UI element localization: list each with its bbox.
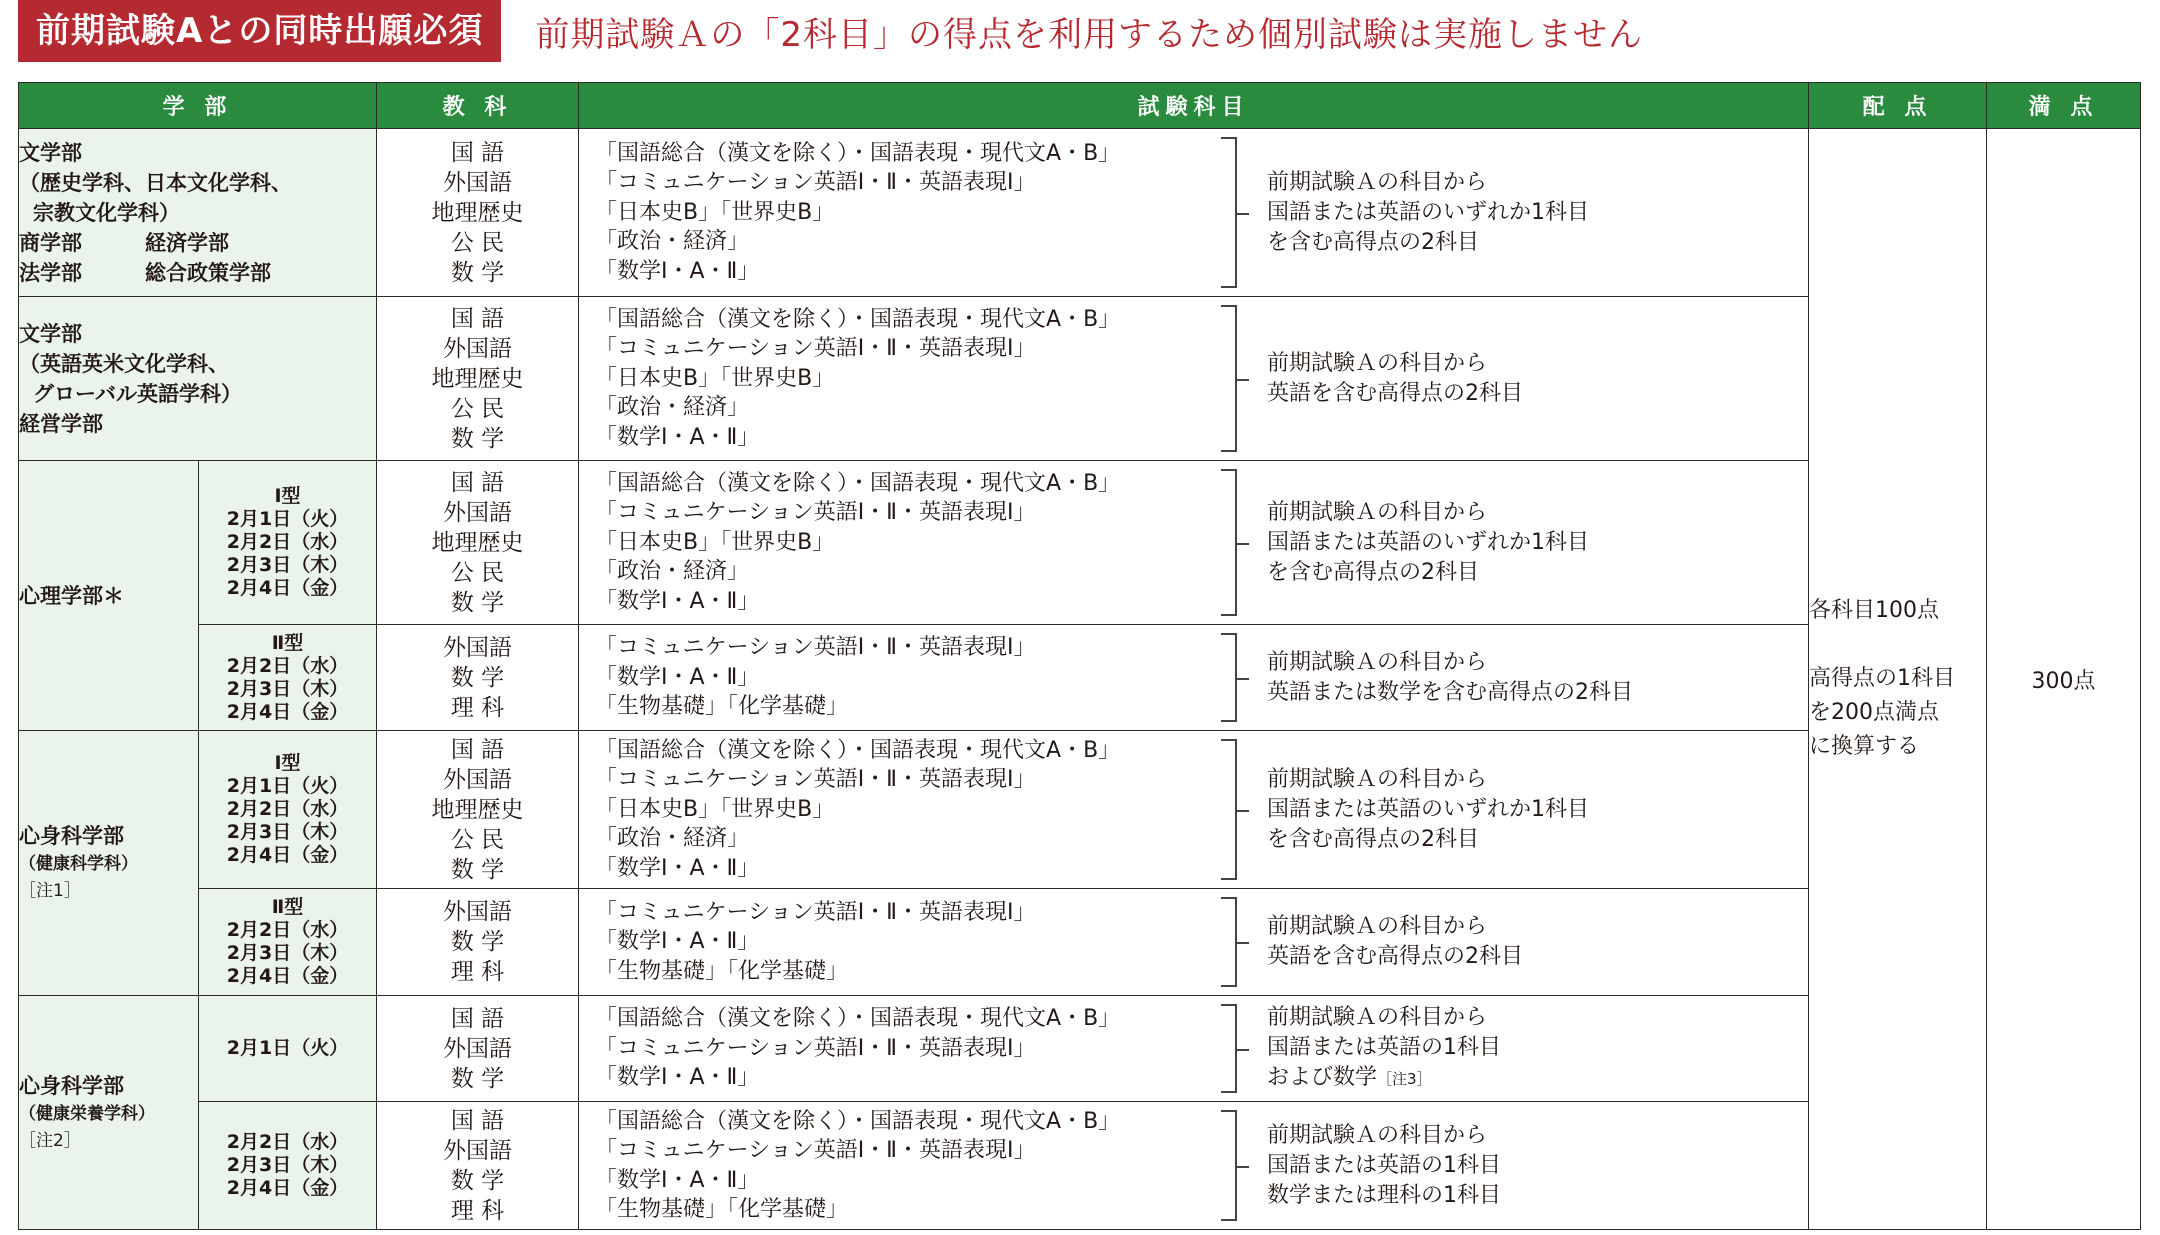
department-cell: 心理学部＊ xyxy=(19,461,199,731)
department-line: 宗教文化学科） xyxy=(33,200,180,225)
exam-subject-line: 「数学Ⅰ・A・Ⅱ」 xyxy=(595,588,760,614)
bracket-icon xyxy=(1221,897,1237,987)
selection-note xyxy=(1267,648,1633,708)
exam-subject-line: 「国語総合（漢文を除く）・国語表現・現代文A・B」 xyxy=(595,1108,1121,1134)
exam-type-cell xyxy=(199,889,377,996)
exam-date: 2月2日（水） xyxy=(226,654,349,677)
exam-subjects-cell xyxy=(579,625,1809,731)
col-header-exam-subjects: 試験科目 xyxy=(579,83,1809,129)
col-header-points: 配 点 xyxy=(1809,83,1987,129)
note-line: 前期試験Ａの科目から xyxy=(1267,914,1488,939)
note-line: 前期試験Ａの科目から xyxy=(1267,169,1488,195)
exam-type-cell xyxy=(199,625,377,731)
exam-date: 2月3日（木） xyxy=(226,677,349,700)
exam-subject-line: 「コミュニケーション英語Ⅰ・Ⅱ・英語表現Ⅰ」 xyxy=(595,336,1036,362)
exam-date: 2月2日（水） xyxy=(226,531,349,553)
department-line: （健康科学科） xyxy=(19,854,138,874)
exam-date: 2月3日（木） xyxy=(226,942,349,964)
exam-date: 2月4日（金） xyxy=(226,844,349,866)
exam-type-cell xyxy=(199,461,377,625)
note-line: 前期試験Ａの科目から xyxy=(1267,1005,1488,1030)
bracket-icon xyxy=(1221,739,1237,880)
subject-line: 数 学 xyxy=(450,589,505,616)
selection-note xyxy=(1267,765,1589,855)
exam-date: 2月4日（金） xyxy=(226,1177,349,1199)
department-line: 心身科学部 xyxy=(19,1073,124,1098)
note-line: 国語または英語の1科目 xyxy=(1267,1152,1502,1178)
department-line: 心身科学部 xyxy=(19,824,124,848)
subject-line: 国 語 xyxy=(450,139,505,166)
note-line: 国語または英語のいずれか1科目 xyxy=(1267,529,1590,555)
department-line: 文学部 xyxy=(19,140,82,165)
exam-subject-line: 「国語総合（漢文を除く）・国語表現・現代文A・B」 xyxy=(595,470,1121,496)
subject-line: 数 学 xyxy=(450,856,505,883)
subject-cell xyxy=(377,1102,579,1230)
subject-cell xyxy=(377,625,579,731)
subject-cell xyxy=(377,297,579,461)
exam-date: 2月2日（水） xyxy=(226,919,349,941)
selection-note xyxy=(1267,498,1589,588)
page-title-badge: 前期試験Aとの同時出願必須 xyxy=(18,0,501,62)
exam-subject-line: 「コミュニケーション英語Ⅰ・Ⅱ・英語表現Ⅰ」 xyxy=(595,1138,1036,1163)
subject-line: 数 学 xyxy=(450,1167,505,1194)
subject-line: 公 民 xyxy=(450,559,505,586)
bracket-icon xyxy=(1221,137,1237,288)
subject-cell xyxy=(377,996,579,1102)
exam-date: 2月2日（水） xyxy=(226,798,349,820)
department-line: グローバル英語学科） xyxy=(33,381,242,406)
exam-subject-line: 「国語総合（漢文を除く）・国語表現・現代文A・B」 xyxy=(595,737,1121,763)
department-note: ［注2］ xyxy=(19,1130,81,1151)
exam-subject-line: 「コミュニケーション英語Ⅰ・Ⅱ・英語表現Ⅰ」 xyxy=(595,170,1036,196)
exam-type-label: Ⅰ型 xyxy=(274,752,301,774)
exam-subject-line: 「コミュニケーション英語Ⅰ・Ⅱ・英語表現Ⅰ」 xyxy=(595,1035,1036,1061)
exam-subject-line: 「生物基礎」「化学基礎」 xyxy=(595,1197,849,1222)
department-note: ［注1］ xyxy=(19,881,81,901)
exam-subjects-cell xyxy=(579,889,1809,996)
note-line: 前期試験Ａの科目から xyxy=(1267,766,1488,792)
department-line: 法学部 総合政策学部 xyxy=(19,260,271,285)
exam-subject-line: 「数学Ⅰ・A・Ⅱ」 xyxy=(595,424,760,450)
department-cell xyxy=(19,731,199,996)
exam-subject-line: 「コミュニケーション英語Ⅰ・Ⅱ・英語表現Ⅰ」 xyxy=(595,767,1036,793)
bracket-icon xyxy=(1221,1110,1237,1221)
exam-subject-line: 「政治・経済」 xyxy=(595,395,750,421)
subject-line: 外国語 xyxy=(443,335,513,362)
subject-line: 国 語 xyxy=(450,736,505,763)
department-cell xyxy=(19,297,377,461)
exam-subject-line: 「コミュニケーション英語Ⅰ・Ⅱ・英語表現Ⅰ」 xyxy=(595,500,1036,526)
note-line: 前期試験Ａの科目から xyxy=(1267,649,1488,675)
note-line: 国語または英語のいずれか1科目 xyxy=(1267,796,1590,822)
points-line: 各科目100点 xyxy=(1809,598,1940,623)
note-line: 数学または理科の1科目 xyxy=(1267,1182,1502,1208)
subject-line: 地理歴史 xyxy=(431,365,524,392)
subject-line: 外国語 xyxy=(443,1137,513,1164)
subject-line: 国 語 xyxy=(450,469,505,496)
col-header-full-score: 満 点 xyxy=(1987,83,2141,129)
department-line: （英語英米文化学科、 xyxy=(19,351,229,376)
subject-line: 理 科 xyxy=(450,959,505,985)
note-line: を含む高得点の2科目 xyxy=(1267,826,1480,852)
exam-date: 2月4日（金） xyxy=(226,700,349,723)
exam-subject-line: 「生物基礎」「化学基礎」 xyxy=(595,958,849,984)
selection-note xyxy=(1267,1003,1501,1094)
subject-line: 数 学 xyxy=(450,1065,505,1092)
exam-subject-line: 「数学Ⅰ・A・Ⅱ」 xyxy=(595,664,760,690)
header xyxy=(18,0,1643,62)
page-subtitle: 前期試験Ａの「2科目」の得点を利用するため個別試験は実施しません xyxy=(535,14,1643,55)
exam-subject-line: 「日本史B」「世界史B」 xyxy=(595,199,835,225)
note-line: 国語または英語のいずれか1科目 xyxy=(1267,199,1590,225)
exam-subjects-cell xyxy=(579,731,1809,889)
subject-cell xyxy=(377,889,579,996)
subject-line: 国 語 xyxy=(450,1005,505,1032)
subject-line: 数 学 xyxy=(450,929,505,955)
note-line: 前期試験Ａの科目から xyxy=(1267,350,1488,376)
selection-note xyxy=(1267,912,1523,972)
subject-line: 数 学 xyxy=(450,425,505,452)
exam-date: 2月2日（水） xyxy=(226,1131,349,1153)
subject-cell xyxy=(377,731,579,889)
exam-subject-line: 「政治・経済」 xyxy=(595,826,750,852)
exam-type-cell xyxy=(199,996,377,1102)
exam-subject-line: 「政治・経済」 xyxy=(595,229,750,255)
table-row xyxy=(19,129,2141,297)
subject-line: 地理歴史 xyxy=(431,199,524,226)
subject-line: 外国語 xyxy=(443,169,513,196)
selection-note xyxy=(1267,349,1523,409)
exam-date: 2月1日（火） xyxy=(226,775,349,797)
full-score-cell: 300点 xyxy=(1987,129,2141,1230)
note-line: および数学 xyxy=(1267,1065,1378,1090)
subject-line: 数 学 xyxy=(450,259,505,286)
department-cell xyxy=(19,129,377,297)
subject-line: 地理歴史 xyxy=(431,796,524,823)
exam-date: 2月1日（火） xyxy=(226,508,349,530)
exam-date: 2月3日（木） xyxy=(226,554,349,576)
bracket-icon xyxy=(1221,305,1237,452)
points-line: を200点満点 xyxy=(1809,700,1940,725)
subject-line: 公 民 xyxy=(450,826,505,853)
exam-subject-line: 「コミュニケーション英語Ⅰ・Ⅱ・英語表現Ⅰ」 xyxy=(595,899,1036,925)
exam-table xyxy=(18,82,2141,1230)
subject-line: 国 語 xyxy=(450,305,505,332)
bracket-icon xyxy=(1221,633,1237,722)
subject-line: 理 科 xyxy=(450,694,505,721)
department-line: 商学部 経済学部 xyxy=(19,230,229,255)
subject-line: 理 科 xyxy=(450,1197,505,1224)
points-line: 高得点の1科目 xyxy=(1809,666,1956,691)
exam-subject-line: 「日本史B」「世界史B」 xyxy=(595,529,835,555)
exam-subject-line: 「数学Ⅰ・A・Ⅱ」 xyxy=(595,1065,760,1091)
note-line: を含む高得点の2科目 xyxy=(1267,229,1480,255)
subject-line: 公 民 xyxy=(450,395,505,422)
subject-line: 外国語 xyxy=(443,1035,513,1062)
subject-line: 国 語 xyxy=(450,1107,505,1134)
col-header-subject: 教 科 xyxy=(377,83,579,129)
note-line: 前期試験Ａの科目から xyxy=(1267,1122,1488,1148)
department-cell xyxy=(19,996,199,1230)
exam-type-label: Ⅱ型 xyxy=(271,896,304,918)
exam-subject-line: 「生物基礎」「化学基礎」 xyxy=(595,694,849,720)
bracket-icon xyxy=(1221,469,1237,616)
exam-subjects-cell xyxy=(579,1102,1809,1230)
exam-type-cell xyxy=(199,731,377,889)
exam-subject-line: 「数学Ⅰ・A・Ⅱ」 xyxy=(595,929,760,955)
exam-subject-line: 「国語総合（漢文を除く）・国語表現・現代文A・B」 xyxy=(595,306,1121,332)
exam-subjects-cell xyxy=(579,297,1809,461)
subject-line: 外国語 xyxy=(443,899,513,925)
exam-subject-line: 「数学Ⅰ・A・Ⅱ」 xyxy=(595,1167,760,1193)
department-line: 文学部 xyxy=(19,321,82,346)
exam-date: 2月4日（金） xyxy=(226,965,349,987)
exam-date: 2月4日（金） xyxy=(226,577,349,599)
note-line: 英語または数学を含む高得点の2科目 xyxy=(1267,679,1634,705)
exam-type-cell xyxy=(199,1102,377,1230)
exam-date: 2月1日（火） xyxy=(226,1037,349,1059)
exam-date: 2月3日（木） xyxy=(226,821,349,843)
points-line: に換算する xyxy=(1809,734,1920,759)
subject-line: 外国語 xyxy=(443,499,513,526)
subject-line: 外国語 xyxy=(443,634,513,661)
department-line: （歴史学科、日本文化学科、 xyxy=(19,170,292,195)
subject-cell xyxy=(377,129,579,297)
subject-cell xyxy=(377,461,579,625)
exam-subject-line: 「数学Ⅰ・A・Ⅱ」 xyxy=(595,258,760,284)
note-line: 英語を含む高得点の2科目 xyxy=(1267,380,1524,406)
table-header-row xyxy=(19,83,2141,129)
exam-subjects-cell xyxy=(579,461,1809,625)
selection-note xyxy=(1267,1121,1501,1211)
exam-subject-line: 「数学Ⅰ・A・Ⅱ」 xyxy=(595,855,760,881)
col-header-department: 学 部 xyxy=(19,83,377,129)
subject-line: 数 学 xyxy=(450,664,505,691)
exam-subject-line: 「日本史B」「世界史B」 xyxy=(595,365,835,391)
exam-subject-line: 「コミュニケーション英語Ⅰ・Ⅱ・英語表現Ⅰ」 xyxy=(595,635,1036,661)
note-reference: ［注3］ xyxy=(1377,1070,1432,1088)
subject-line: 公 民 xyxy=(450,229,505,256)
points-cell xyxy=(1809,129,1987,1230)
subject-line: 地理歴史 xyxy=(431,529,524,556)
exam-type-label: Ⅱ型 xyxy=(271,631,304,654)
department-line: （健康栄養学科） xyxy=(19,1103,155,1124)
exam-subject-line: 「日本史B」「世界史B」 xyxy=(595,796,835,822)
department-line: 経営学部 xyxy=(19,411,103,436)
exam-subjects-cell xyxy=(579,996,1809,1102)
bracket-icon xyxy=(1221,1004,1237,1093)
selection-note xyxy=(1267,168,1589,258)
note-line: 前期試験Ａの科目から xyxy=(1267,499,1488,525)
note-line: を含む高得点の2科目 xyxy=(1267,559,1480,585)
exam-subject-line: 「国語総合（漢文を除く）・国語表現・現代文A・B」 xyxy=(595,140,1121,166)
exam-subject-line: 「政治・経済」 xyxy=(595,559,750,585)
note-line: 英語を含む高得点の2科目 xyxy=(1267,944,1524,969)
exam-subjects-cell xyxy=(579,129,1809,297)
note-line: 国語または英語の1科目 xyxy=(1267,1035,1502,1060)
exam-type-label: Ⅰ型 xyxy=(274,485,301,507)
exam-date: 2月3日（木） xyxy=(226,1154,349,1176)
subject-line: 外国語 xyxy=(443,766,513,793)
exam-subject-line: 「国語総合（漢文を除く）・国語表現・現代文A・B」 xyxy=(595,1006,1121,1032)
